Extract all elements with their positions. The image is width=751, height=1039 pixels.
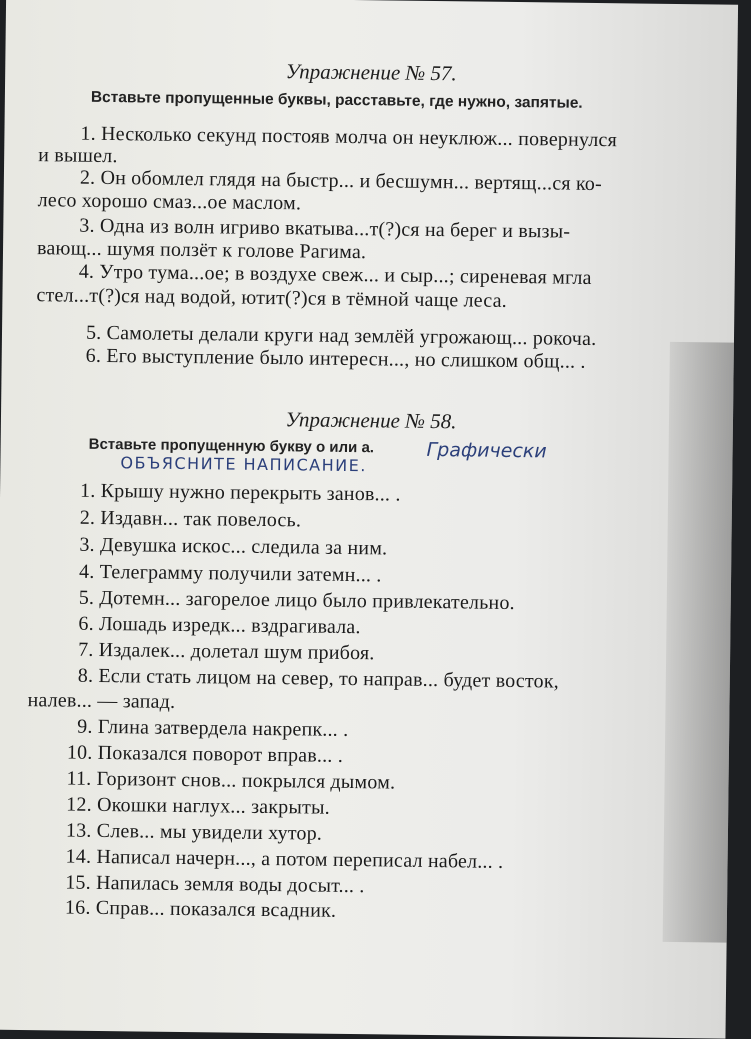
ex57-line: 2. Он обомлел глядя на быстр... и бесшумн... вертящ...ся ко- (79, 166, 603, 196)
ex57-line: вающ... шумя ползёт к голове Рагима. (36, 237, 367, 264)
ex57-line: лесо хорошо смаз...ое маслом. (37, 189, 302, 215)
handwritten-note-1: Графически (426, 438, 547, 463)
ex58-line: 4. Телеграмму получили затемн... . (78, 560, 382, 587)
ex58-line: 1. Крышу нужно перекрыть занов... . (79, 479, 401, 506)
ex58-line: 12. Окошки наглух... закрыты. (66, 793, 330, 819)
ex58-line: 14. Написал начерн..., а потом переписал набел... . (65, 845, 504, 873)
instruction-prefix: Вставьте пропущенную букву (88, 435, 312, 456)
ex57-line: 1. Несколько секунд постояв молча он неуклюж... повернулся (80, 122, 618, 152)
instruction-middle: или (329, 438, 358, 457)
ex58-line: 10. Показался поворот вправ... . (66, 741, 344, 767)
ex57-line: 4. Утро тума...ое; в воздухе свеж... и сыр...; сиреневая мгла (78, 260, 592, 289)
letter-o: о (315, 438, 326, 456)
ex57-line: 5. Самолеты делали круги над землёй угрожающ... рокоча. (85, 321, 597, 350)
letter-a: а. (361, 439, 375, 457)
exercise-58-title: Упражнение № 58. (285, 407, 457, 434)
ex57-line: и вышел. (38, 144, 118, 168)
ex58-line: 8. Если стать лицом на север, то направ... будет восток, (77, 664, 560, 693)
ex58-line: 16. Справ... показался всадник. (64, 896, 337, 922)
ex58-line: 6. Лошадь изредк... вздрагивала. (78, 612, 361, 639)
exercise-57-title: Упражнение № 57. (285, 59, 457, 86)
handwritten-note-2: ОБЪЯСНИТЕ НАПИСАНИЕ. (120, 453, 367, 476)
ex58-line: 7. Издалек... долетал шум прибоя. (78, 638, 375, 665)
ex58-line: 2. Издавн... так повелось. (79, 506, 302, 532)
exercise-57-instruction: Вставьте пропущенные буквы, расставьте, где нужно, запятые. (90, 88, 583, 112)
ex58-line: 3. Девушка искос... следила за ним. (79, 533, 388, 560)
ex57-line: 3. Одна из волн игриво вкатыва...т(?)ся на берег и вызы- (79, 214, 571, 243)
ex58-line: 9. Глина затвердела накрепк... . (77, 715, 349, 741)
ex58-line: 11. Горизонт снов... покрылся дымом. (66, 767, 396, 794)
ex58-line: 13. Слев... мы увидели хутор. (65, 819, 323, 845)
ex57-line: 6. Его выступление было интересн..., но слишком общ... . (85, 344, 586, 373)
ex58-line: 15. Напилась земля воды досыт... . (65, 871, 365, 898)
ex58-line: налев... — запад. (27, 689, 176, 713)
ex57-line: стел...т(?)ся над водой, ютит(?)ся в тёмной чаще леса. (36, 284, 508, 312)
ex58-line: 5. Дотемн... загорелое лицо было привлекательно. (78, 586, 515, 615)
